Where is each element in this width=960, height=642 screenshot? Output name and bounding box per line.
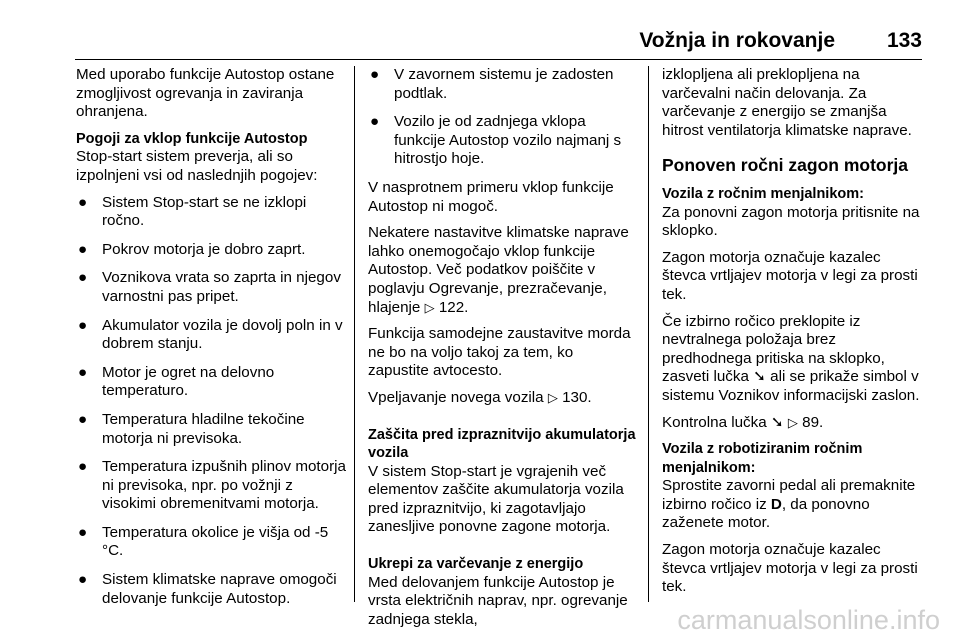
column-divider — [648, 66, 649, 602]
bullet-icon: ● — [370, 66, 380, 83]
bullet-list — [368, 66, 636, 169]
page-ref-arrow-icon: ▷ — [547, 389, 558, 405]
bullet-icon: ● — [370, 113, 380, 131]
paragraph: izklopljena ali preklopljena na varčevalni način delovanja. Za varčevanje z energijo se zmanjša hitrost ventilatorja klimatske naprave. — [662, 66, 912, 139]
column-3 — [662, 66, 928, 605]
shift-indicator-icon: ➘ — [753, 368, 766, 386]
list-item: ● Sistem Stop-start se ne izklopi ročno. — [78, 193, 307, 230]
list-item: ● Sistem klimatske naprave omogoči delovanje funkcije Autostop. — [78, 571, 337, 607]
bullet-icon: ● — [78, 523, 88, 541]
list-item: ● Temperatura hladilne tekočine motorja ni previsoka. — [78, 410, 305, 447]
shift-indicator-icon: ➘ — [770, 413, 784, 431]
list-item: ● Temperatura okolice je višja od -5 °C. — [78, 523, 329, 560]
column-2 — [368, 66, 636, 637]
paragraph: Zagon motorja označuje kazalec števca vrtljajev motorja v legi za prosti tek. — [662, 248, 918, 303]
watermark-text: carmanualsonline.info — [677, 605, 940, 635]
paragraph: Za ponovni zagon motorja pritisnite na sklopko. — [662, 203, 920, 240]
column-divider — [354, 66, 355, 602]
section-heading: Ponoven ročni zagon motorja — [662, 155, 908, 176]
paragraph: Vpeljavanje novega vozila ▷ 130. — [368, 388, 592, 406]
paragraph: Stop-start sistem preverja, ali so izpolnjeni vsi od naslednjih pogojev: — [76, 148, 318, 184]
bullet-icon: ● — [78, 193, 88, 211]
list-item: ● Motor je ogret na delovno temperaturo. — [78, 363, 275, 400]
bullet-list — [76, 194, 346, 609]
list-item: ● Vozilo je od zadnjega vklopa funkcije Autostop vozilo najmanj s hitrostjo hoje. — [370, 113, 622, 168]
bullet-icon: ● — [78, 240, 88, 258]
bullet-icon: ● — [78, 363, 88, 381]
list-item: ● V zavornem sistemu je zadosten podtlak. — [370, 66, 614, 102]
list-item: ● Temperatura izpušnih plinov motorja ni previsoka, npr. po vožnji z visokimi obremenitvami motorja. — [78, 458, 346, 513]
paragraph: Če izbirno ročico preklopite iz nevtralnega položaja brez predhodnega pritiska na sklopko, zasveti lučka ➘ ali se prikaže simbol v sistemu Voznikov informacijski zaslon. — [662, 312, 920, 404]
subheading: Vozila z robotiziranim ročnim menjalnikom: — [662, 441, 863, 476]
bullet-icon: ● — [78, 571, 88, 589]
subheading: Pogoji za vklop funkcije Autostop — [76, 130, 308, 147]
paragraph: V sistem Stop-start je vgrajenih več elementov zaščite akumulatorja vozila pred izpraznitvijo, ki zagotavljajo zanesljive ponovne zagone motorja. — [368, 462, 624, 536]
paragraph: V nasprotnem primeru vklop funkcije Autostop ni mogoč. — [368, 178, 614, 215]
paragraph: Kontrolna lučka ➘ ▷ 89. — [662, 413, 824, 431]
header-rule — [75, 59, 922, 60]
paragraph: Med delovanjem funkcije Autostop je vrsta električnih naprav, npr. ogrevanje zadnjega stekla, — [368, 573, 628, 628]
page-ref-arrow-icon: ▷ — [787, 414, 798, 430]
paragraph: Sprostite zavorni pedal ali premaknite izbirno ročico iz D, da ponovno zaženete motor. — [662, 477, 916, 532]
bullet-icon: ● — [78, 316, 88, 334]
page-title: Vožnja in rokovanje — [639, 29, 835, 52]
page-reference[interactable]: 130. — [562, 388, 592, 406]
bullet-icon: ● — [78, 410, 88, 428]
subheading: Ukrepi za varčevanje z energijo — [368, 556, 584, 573]
subheading: Vozila z ročnim menjalnikom: — [662, 185, 864, 202]
subheading: Zaščita pred izpraznitvijo akumulatorja vozila — [368, 426, 636, 462]
column-1 — [76, 66, 346, 618]
list-item: ● Pokrov motorja je dobro zaprt. — [78, 240, 306, 258]
paragraph: Med uporabo funkcije Autostop ostane zmogljivost ogrevanja in zaviranja ohranjena. — [76, 66, 335, 121]
page-reference[interactable]: 122. — [438, 298, 469, 316]
page-reference[interactable]: 89. — [802, 413, 824, 431]
page-ref-arrow-icon: ▷ — [424, 299, 435, 315]
list-item: ● Akumulator vozila je dovolj poln in v dobrem stanju. — [78, 316, 343, 353]
paragraph: Funkcija samodejne zaustavitve morda ne bo na voljo takoj za tem, ko zapustite avtocesto. — [368, 325, 631, 380]
page-number: 133 — [886, 29, 922, 52]
page-header — [0, 0, 960, 62]
bullet-icon: ● — [78, 269, 88, 287]
gear-position-d: D — [770, 495, 782, 513]
paragraph: Nekatere nastavitve klimatske naprave lahko onemogočajo vklop funkcije Autostop. Več podatkov poiščite v poglavju Ogrevanje, prezračevanje, hlajenje ▷ 122. — [368, 224, 629, 316]
paragraph: Zagon motorja označuje kazalec števca vrtljajev motorja v legi za prosti tek. — [662, 541, 918, 596]
bullet-icon: ● — [78, 458, 88, 476]
list-item: ● Voznikova vrata so zaprta in njegov varnostni pas pripet. — [78, 269, 341, 305]
